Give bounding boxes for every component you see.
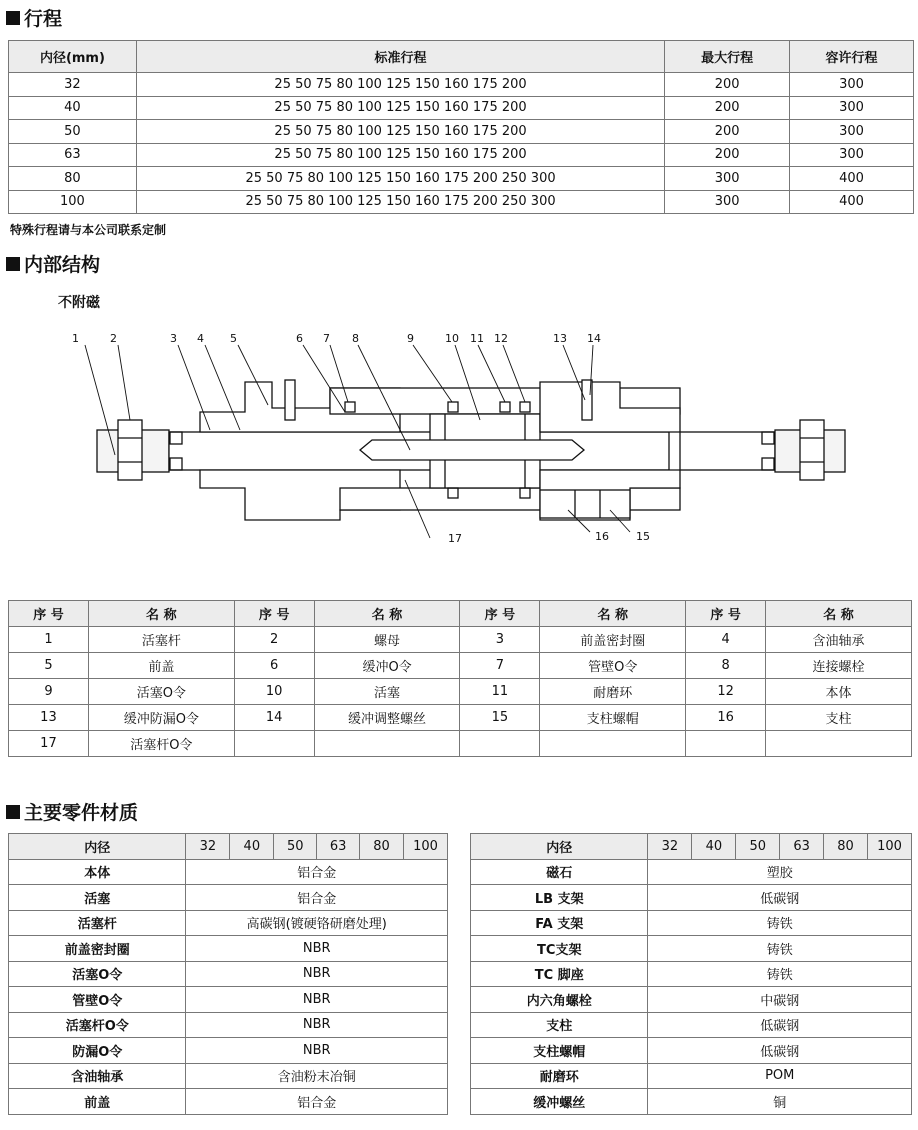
part-name-cell: 活塞O令: [9, 961, 186, 987]
standard-stroke-cell: 25 50 75 80 100 125 150 160 175 200: [136, 96, 664, 120]
square-bullet-icon: [6, 805, 20, 819]
bore-size: 40: [230, 834, 274, 860]
part-name-cell: TC 脚座: [471, 961, 648, 987]
col-header-allowed-stroke: 容许行程: [790, 41, 914, 73]
part-name-cell: 含油轴承: [9, 1063, 186, 1089]
bore-size: 100: [404, 834, 448, 860]
bore-size: 80: [824, 834, 868, 860]
col-header-name: 名 称: [766, 601, 912, 627]
material-cell: 中碳钢: [648, 987, 912, 1013]
table-header-row: [9, 41, 914, 73]
callout-12: 12: [494, 332, 508, 345]
material-cell: 低碳钢: [648, 1012, 912, 1038]
part-name-cell: 支柱: [471, 1012, 648, 1038]
bore-header: 内径: [471, 834, 648, 860]
table-row: [471, 910, 912, 936]
col-header-standard-stroke: 标准行程: [136, 41, 664, 73]
part-no-cell: 6: [234, 653, 314, 679]
cylinder-cross-section-diagram: [0, 320, 918, 555]
table-row: [471, 859, 912, 885]
table-row: [9, 120, 914, 144]
bore-size: 32: [186, 834, 230, 860]
bore-size: 40: [692, 834, 736, 860]
table-row: [9, 987, 448, 1013]
bore-size: 32: [648, 834, 692, 860]
col-header-no: 序 号: [686, 601, 766, 627]
structure-section-title: 内部结构: [6, 250, 100, 277]
part-name-cell: [540, 731, 686, 757]
part-name-cell: 缓冲调整螺丝: [314, 705, 460, 731]
max-stroke-cell: 300: [665, 167, 790, 191]
part-name-cell: 前盖密封圈: [9, 936, 186, 962]
part-name-cell: 内六角螺栓: [471, 987, 648, 1013]
part-name-cell: 活塞杆: [88, 627, 234, 653]
part-name-cell: 本体: [9, 859, 186, 885]
bore-cell: 32: [9, 73, 137, 97]
structure-subtitle: 不附磁: [58, 295, 100, 311]
table-header-row: [9, 601, 912, 627]
part-name-cell: 连接螺栓: [766, 653, 912, 679]
table-row: [9, 961, 448, 987]
table-row: [471, 1038, 912, 1064]
part-no-cell: 11: [460, 679, 540, 705]
table-row: [9, 167, 914, 191]
part-no-cell: 10: [234, 679, 314, 705]
material-cell: NBR: [186, 961, 448, 987]
material-cell: POM: [648, 1063, 912, 1089]
material-cell: NBR: [186, 1038, 448, 1064]
part-name-cell: TC支架: [471, 936, 648, 962]
allowed-stroke-cell: 300: [790, 96, 914, 120]
part-no-cell: 3: [460, 627, 540, 653]
part-name-cell: 活塞: [314, 679, 460, 705]
material-cell: 铸铁: [648, 961, 912, 987]
callout-3: 3: [170, 332, 177, 345]
stroke-section-title: 行程: [6, 4, 62, 31]
col-header-name: 名 称: [540, 601, 686, 627]
part-name-cell: LB 支架: [471, 885, 648, 911]
table-row: [471, 987, 912, 1013]
part-no-cell: 13: [9, 705, 89, 731]
callout-16: 16: [595, 530, 609, 543]
left-nut: [118, 420, 142, 480]
col-header-no: 序 号: [234, 601, 314, 627]
custom-stroke-note: 特殊行程请与本公司联系定制: [10, 223, 167, 237]
allowed-stroke-cell: 300: [790, 120, 914, 144]
table-row: [9, 1038, 448, 1064]
part-name-cell: [766, 731, 912, 757]
connecting-bolt: [360, 440, 584, 460]
part-no-cell: 2: [234, 627, 314, 653]
table-row: [9, 731, 912, 757]
bore-size: 63: [780, 834, 824, 860]
materials-table-left: [8, 833, 448, 1115]
callout-1: 1: [72, 332, 79, 345]
material-cell: 塑胶: [648, 859, 912, 885]
callout-13: 13: [553, 332, 567, 345]
part-no-cell: 14: [234, 705, 314, 731]
callout-9: 9: [407, 332, 414, 345]
col-header-no: 序 号: [9, 601, 89, 627]
standard-stroke-cell: 25 50 75 80 100 125 150 160 175 200: [136, 143, 664, 167]
max-stroke-cell: 200: [665, 73, 790, 97]
col-header-max-stroke: 最大行程: [665, 41, 790, 73]
part-name-cell: 缓冲防漏O令: [88, 705, 234, 731]
material-cell: 低碳钢: [648, 1038, 912, 1064]
part-name-cell: 耐磨环: [471, 1063, 648, 1089]
allowed-stroke-cell: 300: [790, 143, 914, 167]
bore-size: 100: [868, 834, 912, 860]
material-cell: 铸铁: [648, 936, 912, 962]
square-bullet-icon: [6, 11, 20, 25]
part-name-cell: 支柱螺帽: [471, 1038, 648, 1064]
material-cell: NBR: [186, 987, 448, 1013]
callout-11: 11: [470, 332, 484, 345]
table-row: [9, 679, 912, 705]
tie-rod-nut: [540, 490, 630, 518]
table-row: [9, 653, 912, 679]
table-row: [471, 936, 912, 962]
col-header-bore: 内径(mm): [9, 41, 137, 73]
part-name-cell: 螺母: [314, 627, 460, 653]
bore-cell: 63: [9, 143, 137, 167]
table-row: [471, 885, 912, 911]
allowed-stroke-cell: 300: [790, 73, 914, 97]
table-row: [9, 190, 914, 214]
callout-4: 4: [197, 332, 204, 345]
part-name-cell: FA 支架: [471, 910, 648, 936]
table-row: [9, 859, 448, 885]
standard-stroke-cell: 25 50 75 80 100 125 150 160 175 200 250 300: [136, 167, 664, 191]
part-no-cell: 16: [686, 705, 766, 731]
part-no-cell: 12: [686, 679, 766, 705]
table-row: [9, 96, 914, 120]
materials-section-title: 主要零件材质: [6, 798, 138, 825]
standard-stroke-cell: 25 50 75 80 100 125 150 160 175 200: [136, 120, 664, 144]
part-name-cell: 支柱螺帽: [540, 705, 686, 731]
part-name-cell: 活塞杆: [9, 910, 186, 936]
material-cell: 铜: [648, 1089, 912, 1115]
callout-6: 6: [296, 332, 303, 345]
col-header-name: 名 称: [314, 601, 460, 627]
bore-cell: 100: [9, 190, 137, 214]
callout-5: 5: [230, 332, 237, 345]
bore-size: 63: [317, 834, 360, 860]
table-row: [9, 705, 912, 731]
bore-cell: 50: [9, 120, 137, 144]
table-row: [9, 1012, 448, 1038]
materials-table-right: [470, 833, 912, 1115]
part-name-cell: 含油轴承: [766, 627, 912, 653]
part-name-cell: 前盖: [9, 1089, 186, 1115]
callout-10: 10: [445, 332, 459, 345]
part-no-cell: 5: [9, 653, 89, 679]
bore-cell: 80: [9, 167, 137, 191]
callout-15: 15: [636, 530, 650, 543]
bore-cell: 40: [9, 96, 137, 120]
material-cell: 高碳钢(镀硬铬研磨处理): [186, 910, 448, 936]
part-name-cell: 耐磨环: [540, 679, 686, 705]
material-cell: NBR: [186, 936, 448, 962]
table-row: [471, 961, 912, 987]
table-row: [9, 143, 914, 167]
bore-size: 80: [360, 834, 404, 860]
part-no-cell: [686, 731, 766, 757]
part-name-cell: 支柱: [766, 705, 912, 731]
part-no-cell: 17: [9, 731, 89, 757]
callout-7: 7: [323, 332, 330, 345]
part-name-cell: 活塞O令: [88, 679, 234, 705]
part-no-cell: 9: [9, 679, 89, 705]
max-stroke-cell: 200: [665, 120, 790, 144]
material-cell: 低碳钢: [648, 885, 912, 911]
part-name-cell: 防漏O令: [9, 1038, 186, 1064]
part-name-cell: 活塞杆O令: [88, 731, 234, 757]
callout-17: 17: [448, 532, 462, 545]
part-no-cell: [460, 731, 540, 757]
max-stroke-cell: 300: [665, 190, 790, 214]
table-row: [9, 1063, 448, 1089]
table-row: [471, 1089, 912, 1115]
part-no-cell: 4: [686, 627, 766, 653]
table-row: [9, 936, 448, 962]
callout-2: 2: [110, 332, 117, 345]
right-nut: [800, 420, 824, 480]
part-no-cell: 15: [460, 705, 540, 731]
bore-header: 内径: [9, 834, 186, 860]
table-header-row: [471, 834, 912, 860]
part-no-cell: 1: [9, 627, 89, 653]
bore-size: 50: [736, 834, 780, 860]
part-name-cell: [314, 731, 460, 757]
stroke-table: [8, 40, 914, 214]
part-name-cell: 前盖: [88, 653, 234, 679]
standard-stroke-cell: 25 50 75 80 100 125 150 160 175 200: [136, 73, 664, 97]
material-cell: 铝合金: [186, 885, 448, 911]
part-name-cell: 管壁O令: [9, 987, 186, 1013]
square-bullet-icon: [6, 257, 20, 271]
material-cell: 铸铁: [648, 910, 912, 936]
col-header-name: 名 称: [88, 601, 234, 627]
part-name-cell: 前盖密封圈: [540, 627, 686, 653]
callout-8: 8: [352, 332, 359, 345]
col-header-no: 序 号: [460, 601, 540, 627]
part-name-cell: 本体: [766, 679, 912, 705]
max-stroke-cell: 200: [665, 143, 790, 167]
table-row: [9, 885, 448, 911]
callout-14: 14: [587, 332, 601, 345]
table-row: [9, 73, 914, 97]
part-no-cell: 8: [686, 653, 766, 679]
table-row: [9, 1089, 448, 1115]
material-cell: 铝合金: [186, 859, 448, 885]
material-cell: 铝合金: [186, 1089, 448, 1115]
table-row: [471, 1063, 912, 1089]
part-name-cell: 磁石: [471, 859, 648, 885]
part-no-cell: [234, 731, 314, 757]
table-header-row: [9, 834, 448, 860]
part-name-cell: 管壁O令: [540, 653, 686, 679]
max-stroke-cell: 200: [665, 96, 790, 120]
bore-size: 50: [274, 834, 317, 860]
material-cell: 含油粉末冶铜: [186, 1063, 448, 1089]
allowed-stroke-cell: 400: [790, 190, 914, 214]
material-cell: NBR: [186, 1012, 448, 1038]
parts-table: [8, 600, 912, 757]
part-name-cell: 缓冲螺丝: [471, 1089, 648, 1115]
allowed-stroke-cell: 400: [790, 167, 914, 191]
standard-stroke-cell: 25 50 75 80 100 125 150 160 175 200 250 300: [136, 190, 664, 214]
part-name-cell: 缓冲O令: [314, 653, 460, 679]
table-row: [9, 910, 448, 936]
part-no-cell: 7: [460, 653, 540, 679]
part-name-cell: 活塞: [9, 885, 186, 911]
table-row: [9, 627, 912, 653]
part-name-cell: 活塞杆O令: [9, 1012, 186, 1038]
table-row: [471, 1012, 912, 1038]
